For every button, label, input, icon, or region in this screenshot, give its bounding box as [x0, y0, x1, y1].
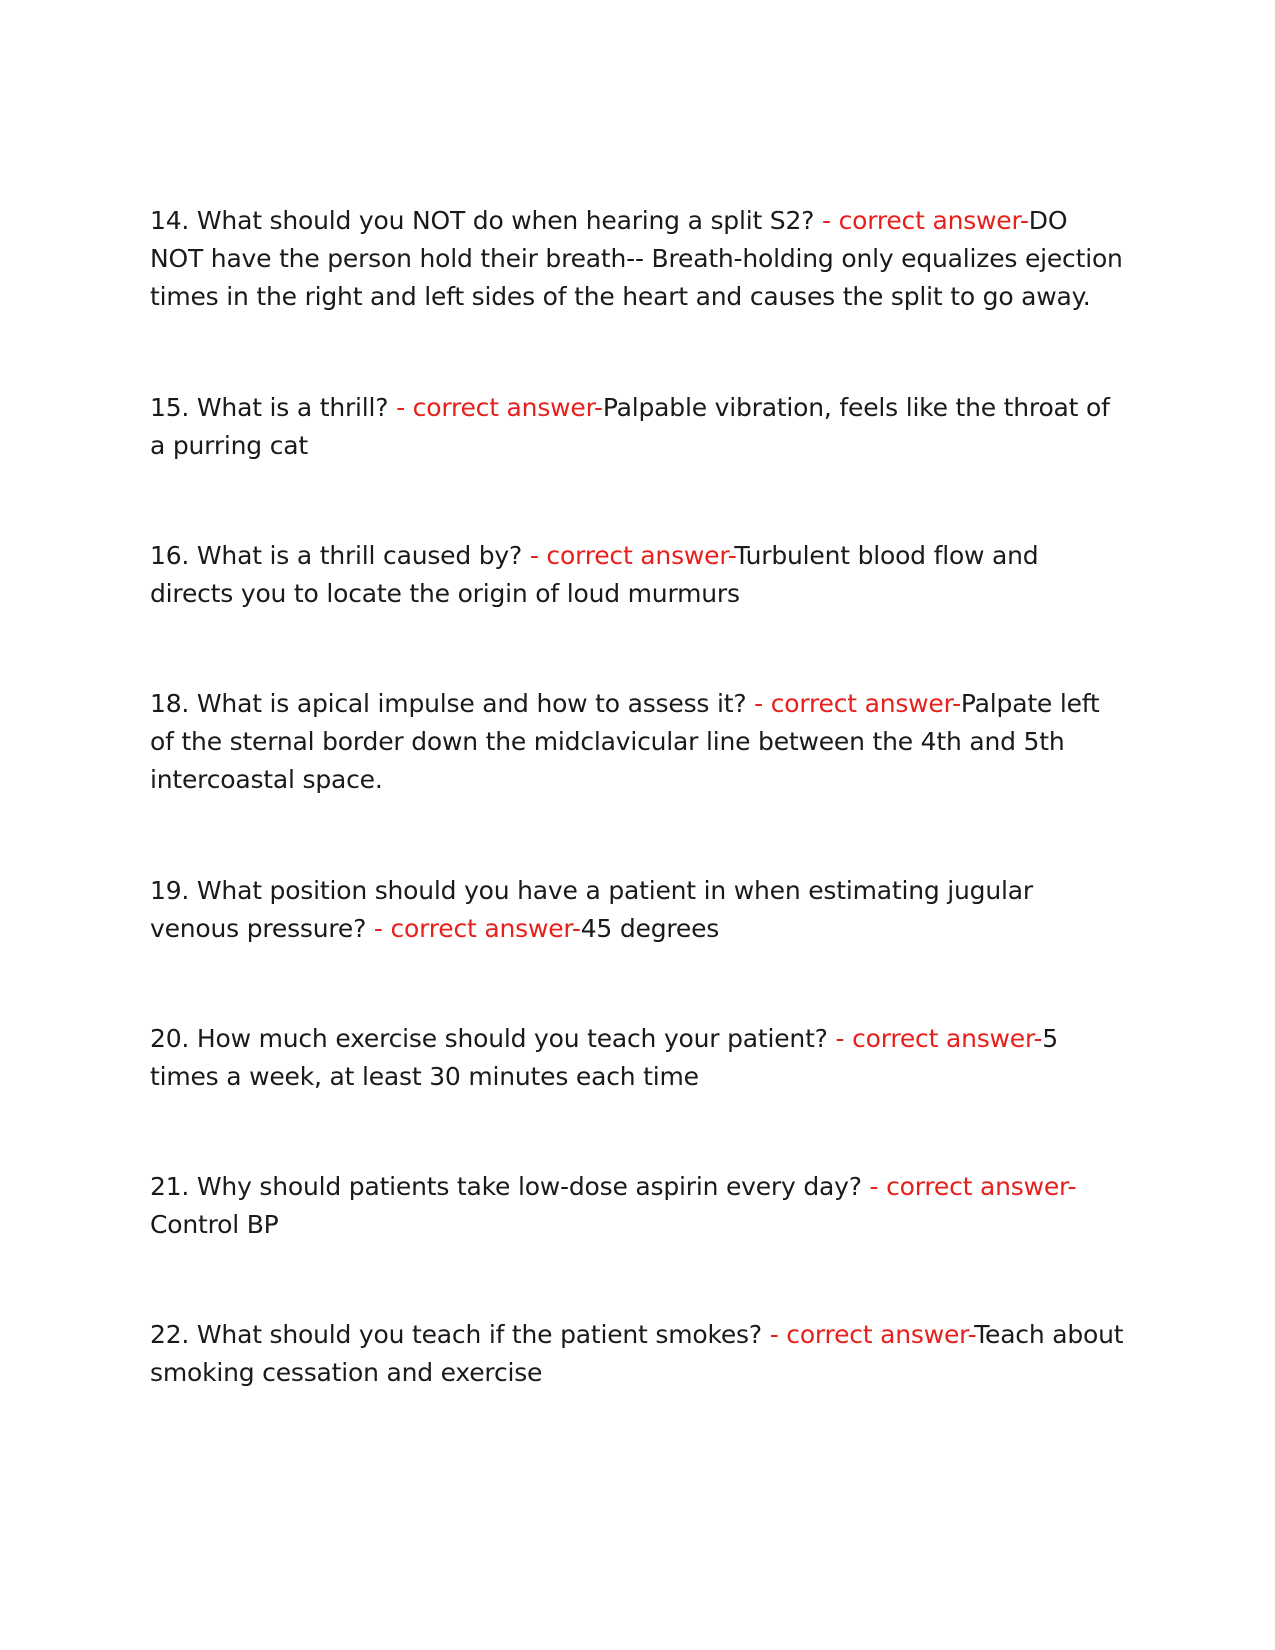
answer-separator: - correct answer- — [388, 393, 603, 422]
question-text: 16. What is a thrill caused by? — [150, 541, 523, 570]
qa-item — [150, 1020, 1125, 1096]
question-text: 20. How much exercise should you teach your patient? — [150, 1024, 828, 1053]
question-text: 15. What is a thrill? — [150, 393, 389, 422]
answer-separator: - correct answer- — [814, 206, 1029, 235]
qa-item — [150, 685, 1125, 799]
qa-item — [150, 389, 1125, 465]
qa-item — [150, 872, 1125, 948]
answer-text: DO NOT have the person hold their breath-- Breath-holding only equalizes ejection times in the right and left sides of the heart and causes the split to go away. — [150, 206, 1123, 311]
question-text: 22. What should you teach if the patient smokes? — [150, 1320, 762, 1349]
question-text: 14. What should you NOT do when hearing a split S2? — [150, 206, 815, 235]
qa-item — [150, 1168, 1125, 1244]
question-text: 21. Why should patients take low-dose aspirin every day? — [150, 1172, 862, 1201]
question-text: 18. What is apical impulse and how to assess it? — [150, 689, 747, 718]
answer-separator: - correct answer- — [761, 1320, 975, 1349]
answer-text: Turbulent blood flow and directs you to locate the origin of loud murmurs — [150, 541, 1039, 608]
qa-item — [150, 537, 1125, 613]
answer-separator: - correct answer- — [861, 1172, 1077, 1201]
answer-separator: - correct answer- — [746, 689, 961, 718]
answer-text: Palpable vibration, feels like the throat of a purring cat — [150, 393, 1110, 460]
answer-text: Palpate left of the sternal border down the midclavicular line between the 4th and 5th intercoastal space. — [150, 689, 1100, 794]
answer-text: Teach about smoking cessation and exercise — [150, 1320, 1124, 1387]
question-text: 19. What position should you have a patient in when estimating jugular venous pressure? — [150, 876, 1033, 943]
answer-separator: - correct answer- — [522, 541, 735, 570]
answer-text: 45 degrees — [580, 914, 720, 943]
answer-separator: - correct answer- — [366, 914, 581, 943]
qa-item — [150, 202, 1125, 316]
answer-separator: - correct answer- — [827, 1024, 1043, 1053]
answer-text: 5 times a week, at least 30 minutes each time — [150, 1024, 1058, 1091]
qa-item — [150, 1316, 1125, 1392]
answer-text: Control BP — [150, 1210, 279, 1239]
